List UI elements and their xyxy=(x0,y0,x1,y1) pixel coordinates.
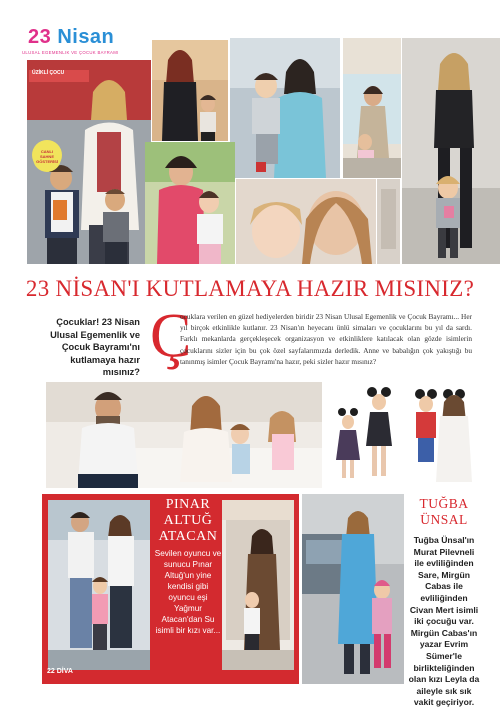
photo-mother-child-closeup xyxy=(236,179,376,264)
logo-word: Nisan xyxy=(57,26,115,48)
photo-woman-little-girl xyxy=(402,38,500,264)
photo-tugba-family xyxy=(302,494,404,684)
event-sign xyxy=(35,149,59,164)
drop-cap: Ç xyxy=(150,302,192,370)
pinar-name-line1: PINAR xyxy=(165,497,211,512)
photo-woman-girls-minnie xyxy=(400,382,480,488)
logo-subtitle: ULUSAL EGEMENLIK VE ÇOCUK BAYRAMI xyxy=(22,50,119,55)
tugba-caption: Tuğba Ünsal'ın Murat Pilevneli ile evliliğinden Sare, Mirgün Cabas ile evliliğinden Civan Mert isimli iki çocuğu var. Mirgün Cabas'ın yazar Evrim Sümer'le birlikteliğinden olan kızı Leyla da aileyle sık sık vakit geçiriyor. xyxy=(408,535,480,708)
pinar-name-line3: ATACAN xyxy=(158,529,218,544)
photo-family-on-bed xyxy=(46,382,322,488)
pinar-name-line2: ALTUĞ xyxy=(163,513,213,528)
event-sign-line3: GÖSTERİSİ xyxy=(36,159,58,164)
tugba-name-line1: TUĞBA xyxy=(419,496,469,511)
event-sign-line1: CANLI xyxy=(40,149,54,154)
page-logo xyxy=(22,26,152,58)
photo-pinar-family xyxy=(48,500,150,670)
photo-mother-kids-event xyxy=(27,60,151,264)
page-number: 22 DİVA xyxy=(47,668,73,675)
main-headline: 23 NİSAN'I KUTLAMAYA HAZIR MISINIZ? xyxy=(25,276,475,301)
photo-pinar-daughter xyxy=(222,500,294,670)
pinar-caption: Sevilen oyuncu ve sunucu Pınar Altuğ'un yine kendisi gibi oyuncu eşi Yağmur Atacan'dan Su isimli bir kızı var... xyxy=(154,549,222,635)
pinar-name xyxy=(158,497,218,545)
photo-woman-holding-child xyxy=(230,38,340,178)
intro-text: Çocuklar! 23 Nisan Ulusal Egemenlik ve Çocuk Bayramı'nı kutlamaya hazır mısınız? xyxy=(50,317,140,378)
article-body: ocuklara verilen en güzel hediyelerden biridir 23 Nisan Ulusal Egemenlik ve Çocuk Bayramı... Her yıl birçok etkinlikle kutlanır. 23 Nisan'ın heyecanı ünlü simaları ve çocuklarını bu yıl da sardı. Farklı mekanlarda gerçekleşecek organizasyon ve etkinliklere katılacak olan gözde isimlerin çocuklarını sizler için bu çok özel sayfalarımızda derledik. Anne ve babalığın çok yakıştığı bu tanınmış isimler Çocuk Bayramı'na hazır, peki sizler hazır mısınız? xyxy=(180,312,472,366)
store-sign: ÜZİKLİ ÇOCU xyxy=(32,70,65,76)
event-sign-line2: SAHNE xyxy=(39,154,54,159)
photo-woman-toddler-pink xyxy=(145,142,235,264)
tugba-name xyxy=(408,496,480,528)
logo-title xyxy=(28,26,114,49)
photo-woman-daughter-event xyxy=(343,38,401,178)
tugba-name-line2: ÜNSAL xyxy=(420,512,468,527)
photo-girls-mickey-ears xyxy=(328,382,398,488)
photo-side-strip xyxy=(377,179,400,264)
photo-woman-daughter-gallery xyxy=(152,40,228,141)
logo-number: 23 xyxy=(28,26,52,48)
